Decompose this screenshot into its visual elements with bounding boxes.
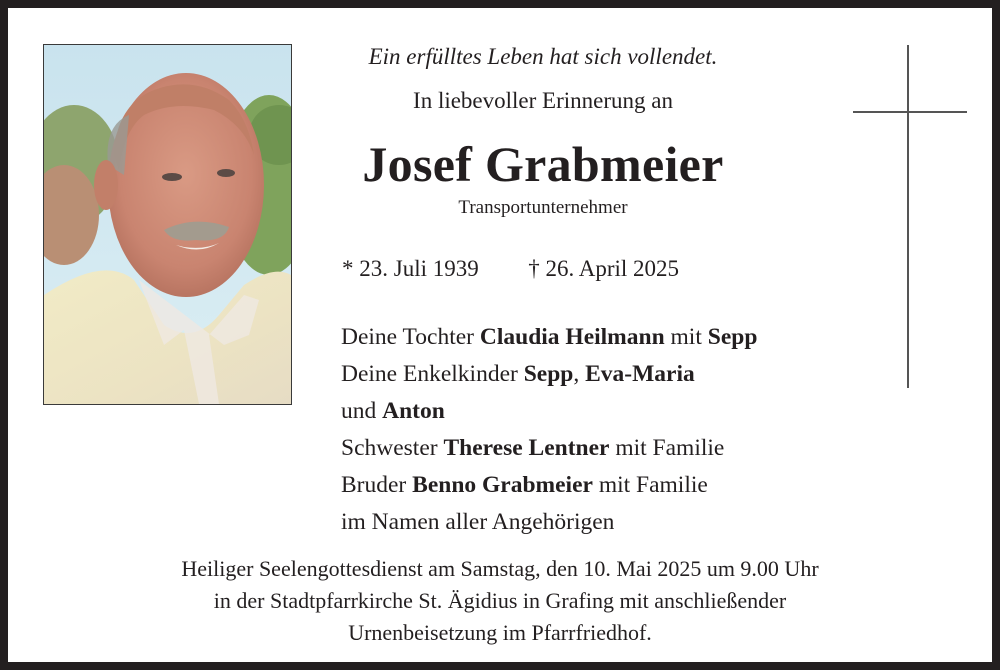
family-text: ,	[573, 361, 586, 387]
portrait-photo	[43, 44, 292, 405]
family-member-name: Therese Lentner	[443, 435, 610, 461]
family-text: und	[341, 398, 383, 424]
family-text: Deine Tochter	[341, 324, 480, 350]
family-line	[341, 430, 757, 467]
family-text: Schwester	[341, 435, 444, 461]
family-line	[341, 319, 757, 356]
death-dagger-icon: †	[528, 256, 540, 281]
portrait-image-icon	[44, 45, 291, 404]
deceased-name: Josef Grabmeier	[362, 136, 724, 192]
cross-icon-vertical	[907, 45, 909, 388]
family-member-name: Benno Grabmeier	[412, 472, 593, 498]
service-line: in der Stadtpfarrkirche St. Ägidius in Grafing mit anschließender	[213, 588, 787, 613]
service-line: Urnenbeisetzung im Pfarrfriedhof.	[348, 620, 652, 645]
family-member-name: Sepp	[707, 324, 758, 350]
memory-line: In liebevoller Erinnerung an	[413, 88, 673, 113]
birth-date: 23. Juli 1939	[359, 256, 479, 281]
family-line	[341, 504, 757, 541]
family-text: Deine Enkelkinder	[341, 361, 524, 387]
family-member-name: Sepp	[523, 361, 574, 387]
cross-icon-horizontal	[853, 111, 967, 113]
service-line: Heiliger Seelengottesdienst am Samstag, den 10. Mai 2025 um 9.00 Uhr	[181, 556, 819, 581]
family-member-name: Eva-Maria	[585, 361, 695, 387]
profession: Transportunternehmer	[458, 197, 628, 218]
service-announcement	[8, 553, 992, 649]
family-text: mit Familie	[609, 435, 725, 461]
obituary-card	[8, 8, 992, 662]
family-member-name: Claudia Heilmann	[479, 324, 665, 350]
family-list	[341, 319, 757, 541]
life-dates	[342, 254, 679, 284]
family-line	[341, 356, 757, 393]
family-text: im Namen aller Angehörigen	[341, 509, 615, 535]
family-line	[341, 393, 757, 430]
family-member-name: Anton	[382, 398, 445, 424]
family-text: mit Familie	[592, 472, 708, 498]
death-date: 26. April 2025	[545, 256, 680, 281]
family-text: mit	[664, 324, 708, 350]
motto-text: Ein erfülltes Leben hat sich vollendet.	[368, 44, 718, 69]
family-text: Bruder	[341, 472, 413, 498]
family-line	[341, 467, 757, 504]
birth-star-icon: *	[342, 256, 354, 281]
